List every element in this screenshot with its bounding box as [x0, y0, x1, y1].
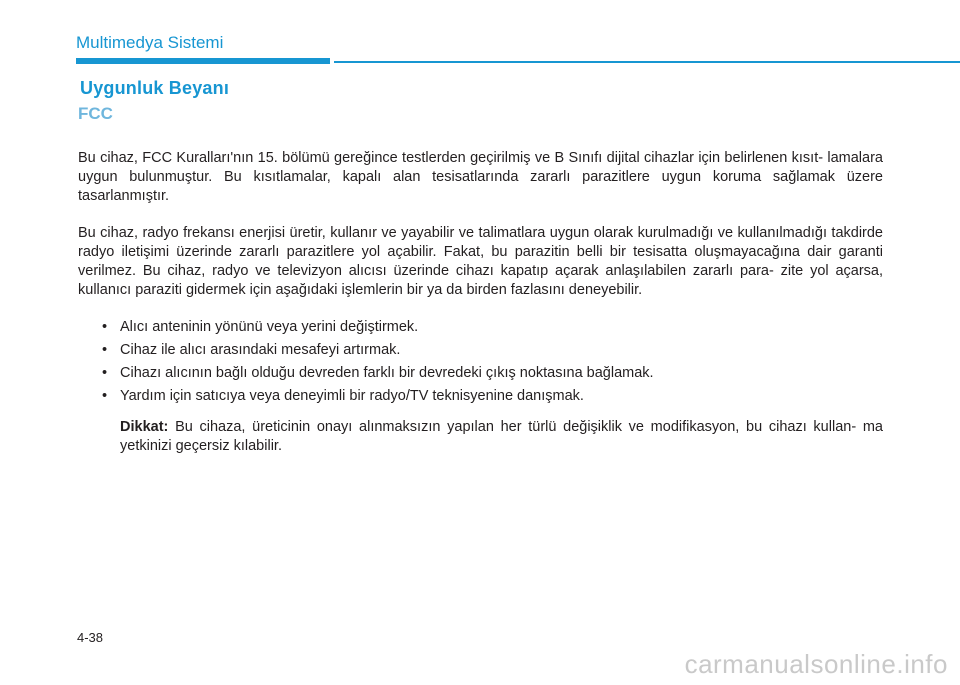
- list-item-text: Cihazı alıcının bağlı olduğu devreden farklı bir devredeki çıkış noktasına bağlamak.: [120, 365, 654, 381]
- list-item: [78, 341, 883, 360]
- page-number: 4-38: [77, 630, 104, 645]
- section-rule-thick: [76, 58, 330, 64]
- paragraph: Bu cihaz, radyo frekansı enerjisi üretir, kullanır ve yayabilir ve talimatlara uygun olarak kurulmadığı ve kullanılmadığı takdirde radyo iletişimi üzerinde zararlı parazitlere yol açabilir. Fakat, bu parazitin belli bir tesisatta oluşmayacağına dair garanti verilmez. Bu cihaz, radyo ve televizyon alıcısı üzerinde cihazı kapatıp açarak anlaşılabilen zararlı para- zite yol açarsa, kullanıcı paraziti gidermek için aşağıdaki işlemlerin bir ya da birden fazlasını deneyebilir.: [78, 225, 883, 298]
- bullet-list: [78, 318, 883, 406]
- list-item: [78, 318, 883, 337]
- list-item-text: Cihaz ile alıcı arasındaki mesafeyi artırmak.: [120, 342, 401, 358]
- caution-label: Dikkat:: [120, 419, 169, 435]
- list-item-text: Yardım için satıcıya veya deneyimli bir radyo/TV teknisyenine danışmak.: [120, 388, 584, 404]
- bullet-icon: •: [102, 319, 108, 335]
- bullet-icon: •: [102, 342, 108, 358]
- page-heading: Uygunluk Beyanı: [80, 78, 230, 98]
- body-content: [78, 149, 883, 456]
- section-rule-thin: [334, 61, 960, 63]
- caution-note: [120, 418, 883, 456]
- list-item: [78, 364, 883, 383]
- bullet-icon: •: [102, 365, 108, 381]
- caution-text: Bu cihaza, üreticinin onayı alınmaksızın yapılan her türlü değişiklik ve modifikasyon, bu cihazı kullan- ma yetkinizi geçersiz kılabilir.: [120, 419, 883, 454]
- subheading: FCC: [78, 104, 113, 123]
- list-item-text: Alıcı anteninin yönünü veya yerini değiştirmek.: [120, 319, 419, 335]
- section-title: Multimedya Sistemi: [76, 33, 224, 52]
- list-item: [78, 387, 883, 406]
- watermark: carmanualsonline.info: [684, 649, 948, 679]
- paragraph: Bu cihaz, FCC Kuralları'nın 15. bölümü gereğince testlerden geçirilmiş ve B Sınıfı dijital cihazlar için belirlenen kısıt- lamalara uygun bulunmuştur. Bu kısıtlamalar, kapalı alan tesisatlarında zararlı parazitlere uygun koruma sağlamak üzere tasarlanmıştır.: [78, 150, 883, 204]
- bullet-icon: •: [102, 388, 108, 404]
